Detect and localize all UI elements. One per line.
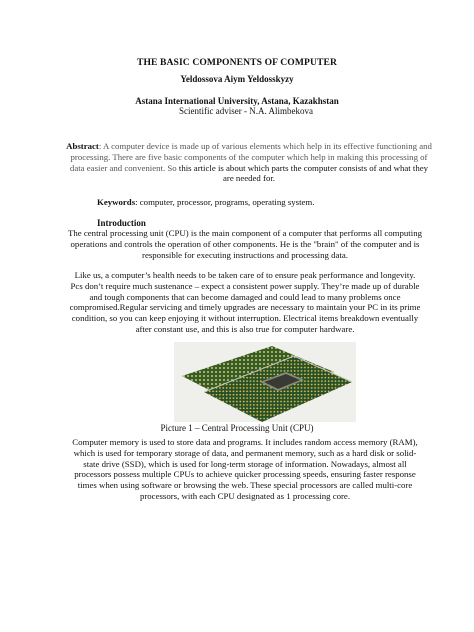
abstract-text: : A computer device is made up of various elements which help in its effective functioning and processing. There are five basic components of the computer which help in making this processing of data easier and convenient. So [69, 141, 432, 173]
abstract-text-end: this article is about which parts the computer consists of and what they are needed for. [178, 162, 429, 184]
keywords-text: : computer, processor, programs, operating system. [135, 197, 315, 207]
cpu-photo [174, 342, 356, 422]
abstract [64, 141, 434, 184]
section-heading-introduction: Introduction [97, 218, 146, 228]
figure-caption: Picture 1 – Central Processing Unit (CPU) [160, 423, 314, 433]
paragraph-memory: Computer memory is used to store data and programs. It includes random access memory (RAM), which is used for temporary storage of data, and permanent memory, such as a hard disk or solid-state drive (SSD), which is used for long-term storage of information. Nowadays, almost all processors possess multiple CPUs to achieve quicker processing speeds, ensuring faster response times when using software or browsing the web. These special processors are called multi-core processors, with each CPU designated as 1 processing core. [72, 437, 418, 501]
paragraph-computer-health: Like us, a computer’s health needs to be taken care of to ensure peak performance and longevity. Pcs don’t require much sustenance – expect a consistent power supply. They’re made up of durable and tough components that can become damaged and could lead to many problems once compromised.Regular servicing and timely upgrades are necessary to maintain your PC in its prime condition, so you can keep enjoying it without interruption. Electrical items breakdown eventually after constant use, and this is also true for computer hardware. [69, 270, 421, 334]
abstract-label: Abstract [66, 141, 99, 151]
paragraph-cpu: The central processing unit (CPU) is the main component of a computer that performs all computing operations and controls the operation of other components. He is the "brain" of the computer and is responsible for executing instructions and processing data. [68, 228, 422, 260]
paper-title: THE BASIC COMPONENTS OF COMPUTER [136, 57, 338, 68]
cpu-figure-image [174, 342, 356, 422]
author-name: Yeldossova Aiym Yeldosskyzy [180, 74, 294, 84]
affiliation: Astana International University, Astana, Kazakhstan [135, 96, 339, 106]
scientific-adviser: Scientific adviser - N.A. Alimbekova [179, 106, 313, 116]
keywords-label: Keywords [97, 197, 136, 207]
keywords [97, 197, 314, 207]
